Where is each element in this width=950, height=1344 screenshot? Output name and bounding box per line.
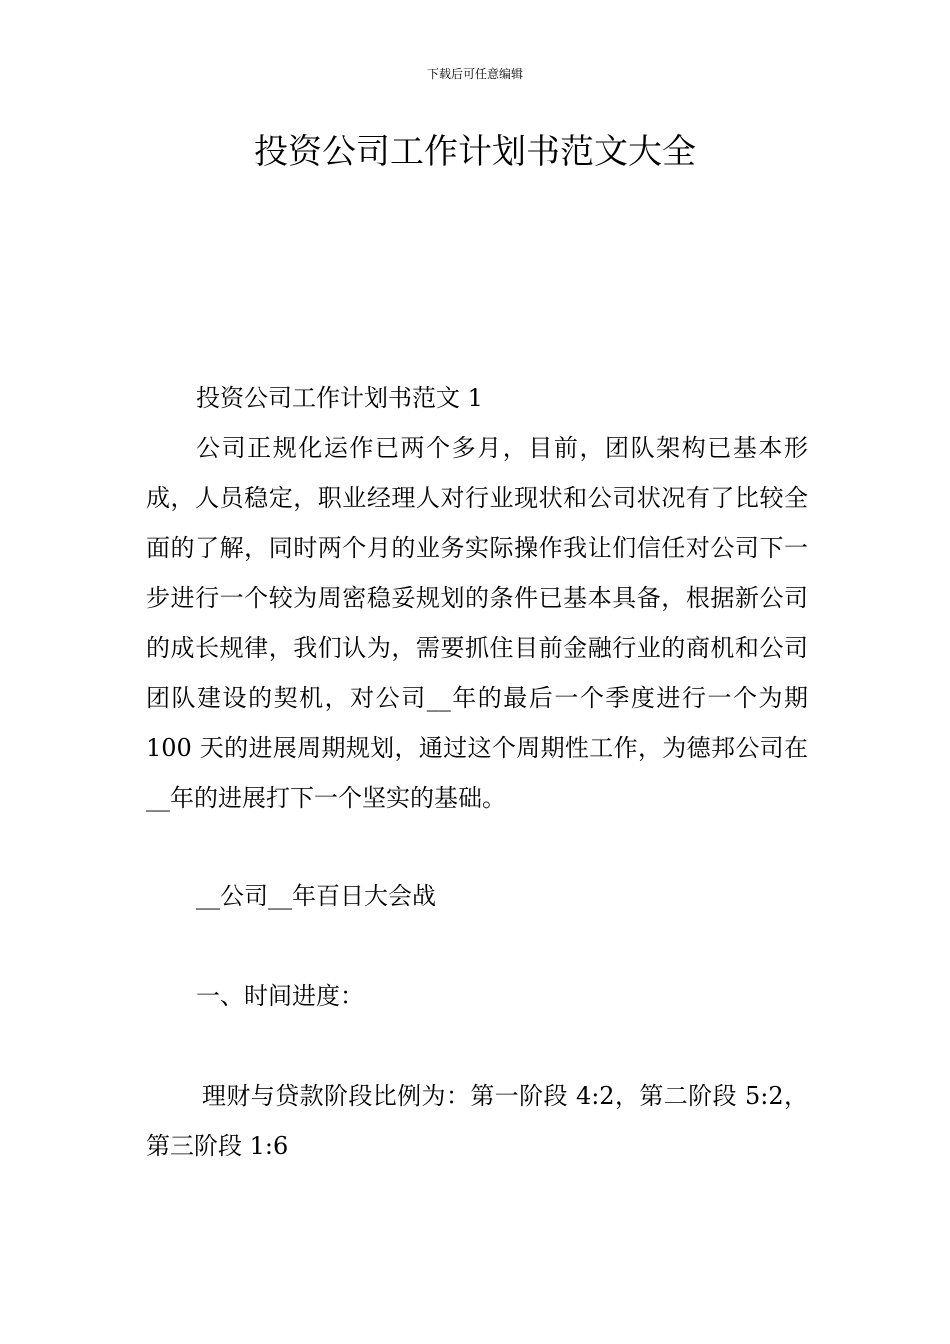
ratio-paragraph: 理财与贷款阶段比例为：第一阶段 4:2，第二阶段 5:2，第三阶段 1:6 [146, 1082, 808, 1160]
campaign-line: __公司__年百日大会战 [196, 882, 436, 910]
time-progress-heading: 一、时间进度： [196, 982, 364, 1010]
header-note: 下载后可任意编辑 [426, 67, 523, 81]
section-heading: 投资公司工作计划书范文 1 [196, 384, 483, 412]
document-title: 投资公司工作计划书范文大全 [254, 132, 696, 172]
main-paragraph: 公司正规化运作已两个多月，目前，团队架构已基本形成，人员稳定，职业经理人对行业现状和公司状况有了比较全面的了解，同时两个月的业务实际操作我让们信任对公司下一步进行一个较为周密稳妥规划的条件已基本具备，根据新公司的成长规律，我们认为，需要抓住目前金融行业的商机和公司团队建设的契机，对公司__年的最后一个季度进行一个为期 100 天的进展周期规划，通过这个周期性工作，为德邦公司在__年的进展打下一个坚实的基础。 [146, 434, 808, 812]
